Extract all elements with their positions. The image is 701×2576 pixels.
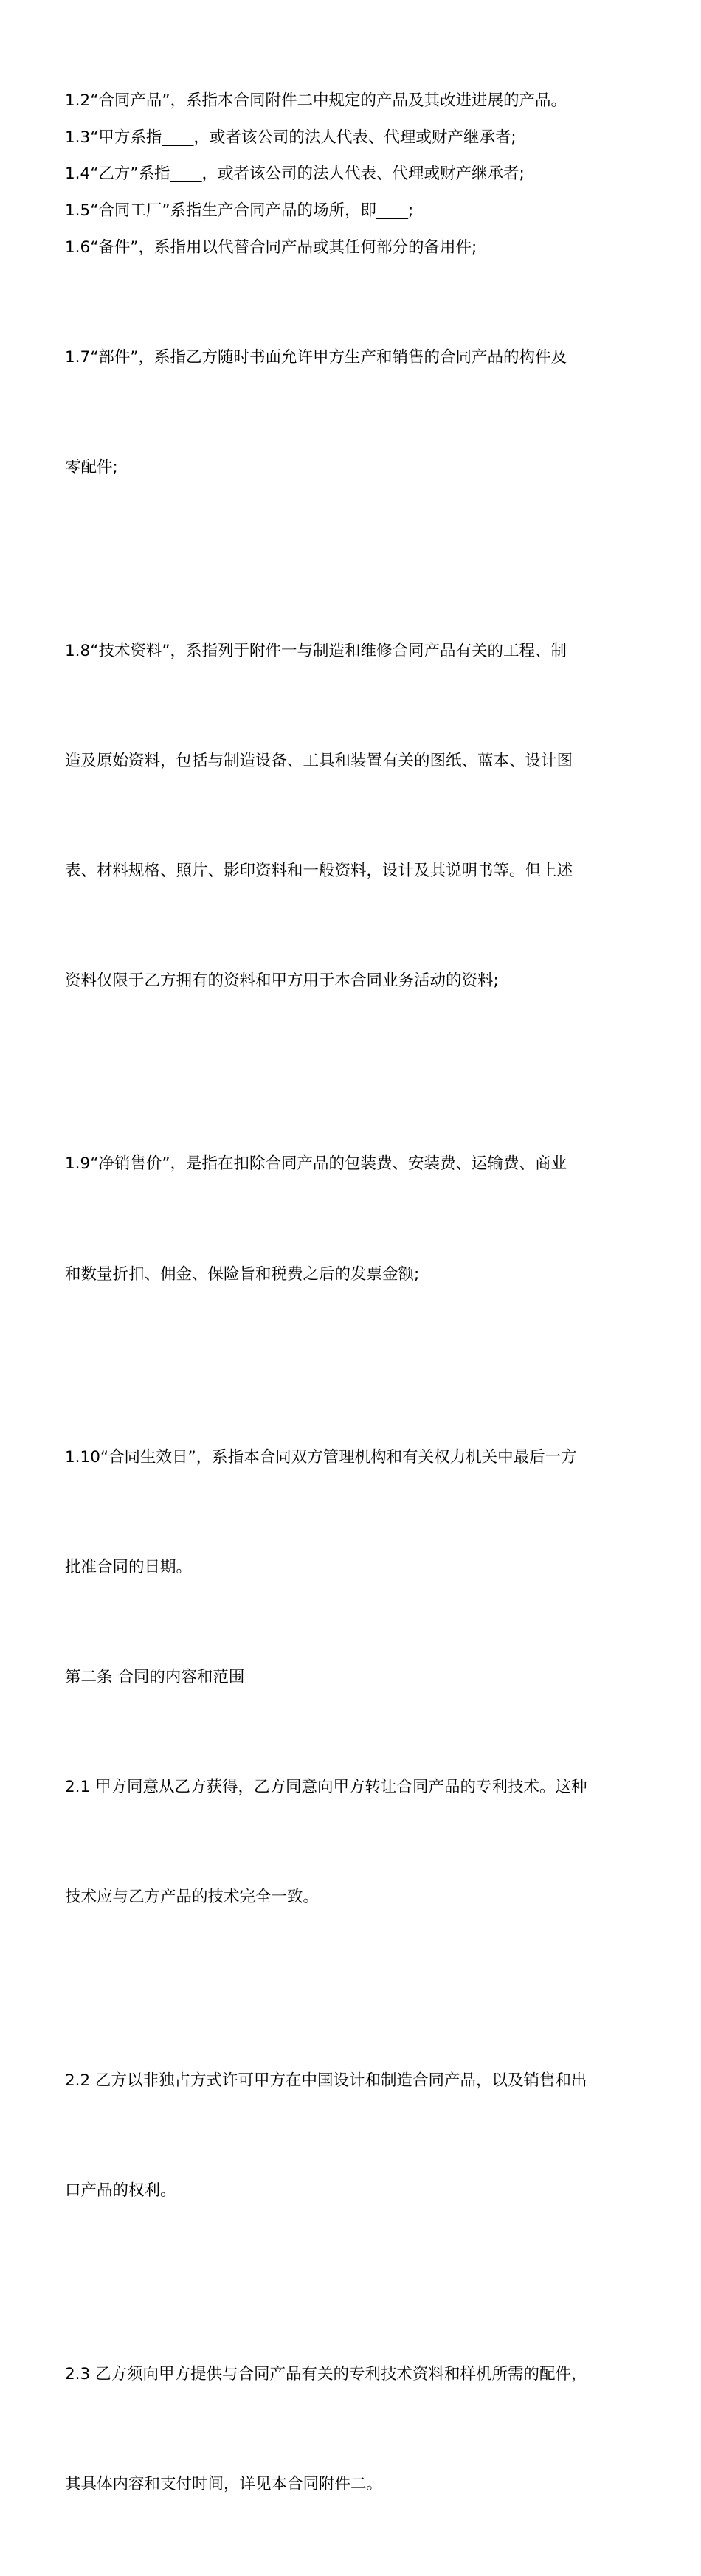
text-line: 1.6“备件”，系指用以代替合同产品或其任何部分的备用件; bbox=[65, 238, 477, 257]
text-line: 2.2 乙方以非独占方式许可甲方在中国设计和制造合同产品，以及销售和出 bbox=[65, 2071, 587, 2090]
clause-2-2 bbox=[65, 1990, 640, 2283]
text-line: 1.3“甲方系指____，或者该公司的法人代表、代理或财产继承者; bbox=[65, 128, 517, 147]
clause-2-3 bbox=[65, 2282, 640, 2576]
document-body bbox=[65, 83, 640, 2576]
clause-1-6 bbox=[65, 229, 640, 266]
text-line: 2.3 乙方须向甲方提供与合同产品有关的专利技术资料和样机所需的配件， bbox=[65, 2364, 587, 2383]
clause-1-9 bbox=[65, 1073, 640, 1366]
text-line: 口产品的权利。 bbox=[65, 2181, 176, 2201]
text-line: 造及原始资料，包括与制造设备、工具和装置有关的图纸、蓝本、设计图 bbox=[65, 751, 573, 770]
text-line: 1.5“合同工厂”系指生产合同产品的场所，即____; bbox=[65, 201, 414, 221]
clause-1-10 bbox=[65, 1366, 640, 1660]
clause-1-2 bbox=[65, 83, 640, 120]
clause-1-8 bbox=[65, 559, 640, 1073]
clause-1-4 bbox=[65, 156, 640, 193]
text-line: 1.10“合同生效日”，系指本合同双方管理机构和有关权力机关中最后一方 bbox=[65, 1448, 577, 1467]
clause-1-3 bbox=[65, 120, 640, 156]
text-line: 其具体内容和支付时间，详见本合同附件二。 bbox=[65, 2474, 383, 2493]
clause-1-5 bbox=[65, 193, 640, 229]
text-line: 表、材料规格、照片、影印资料和一般资料，设计及其说明书等。但上述 bbox=[65, 861, 573, 880]
text-line: 技术应与乙方产品的技术完全一致。 bbox=[65, 1888, 320, 1907]
text-line: 零配件; bbox=[65, 458, 118, 477]
text-line: 1.7“部件”，系指乙方随时书面允许甲方生产和销售的合同产品的构件及 bbox=[65, 347, 567, 367]
article-2-heading bbox=[65, 1659, 640, 1696]
section-heading: 第二条 合同的内容和范围 bbox=[65, 1668, 245, 1687]
text-line: 和数量折扣、佣金、保险旨和税费之后的发票金额; bbox=[65, 1264, 420, 1284]
text-line: 批准合同的日期。 bbox=[65, 1558, 193, 1577]
clause-1-7 bbox=[65, 266, 640, 560]
text-line: 1.8“技术资料”，系指列于附件一与制造和维修合同产品有关的工程、制 bbox=[65, 641, 567, 660]
text-line: 2.1 甲方同意从乙方获得，乙方同意向甲方转让合同产品的专利技术。这种 bbox=[65, 1778, 587, 1797]
text-line: 资料仅限于乙方拥有的资料和甲方用于本合同业务活动的资料; bbox=[65, 971, 499, 990]
text-line: 1.4“乙方”系指____，或者该公司的法人代表、代理或财产继承者; bbox=[65, 165, 525, 184]
clause-2-1 bbox=[65, 1696, 640, 1990]
text-line: 1.2“合同产品”，系指本合同附件二中规定的产品及其改进进展的产品。 bbox=[65, 91, 567, 110]
text-line: 1.9“净销售价”，是指在扣除合同产品的包装费、安装费、运输费、商业 bbox=[65, 1154, 567, 1174]
